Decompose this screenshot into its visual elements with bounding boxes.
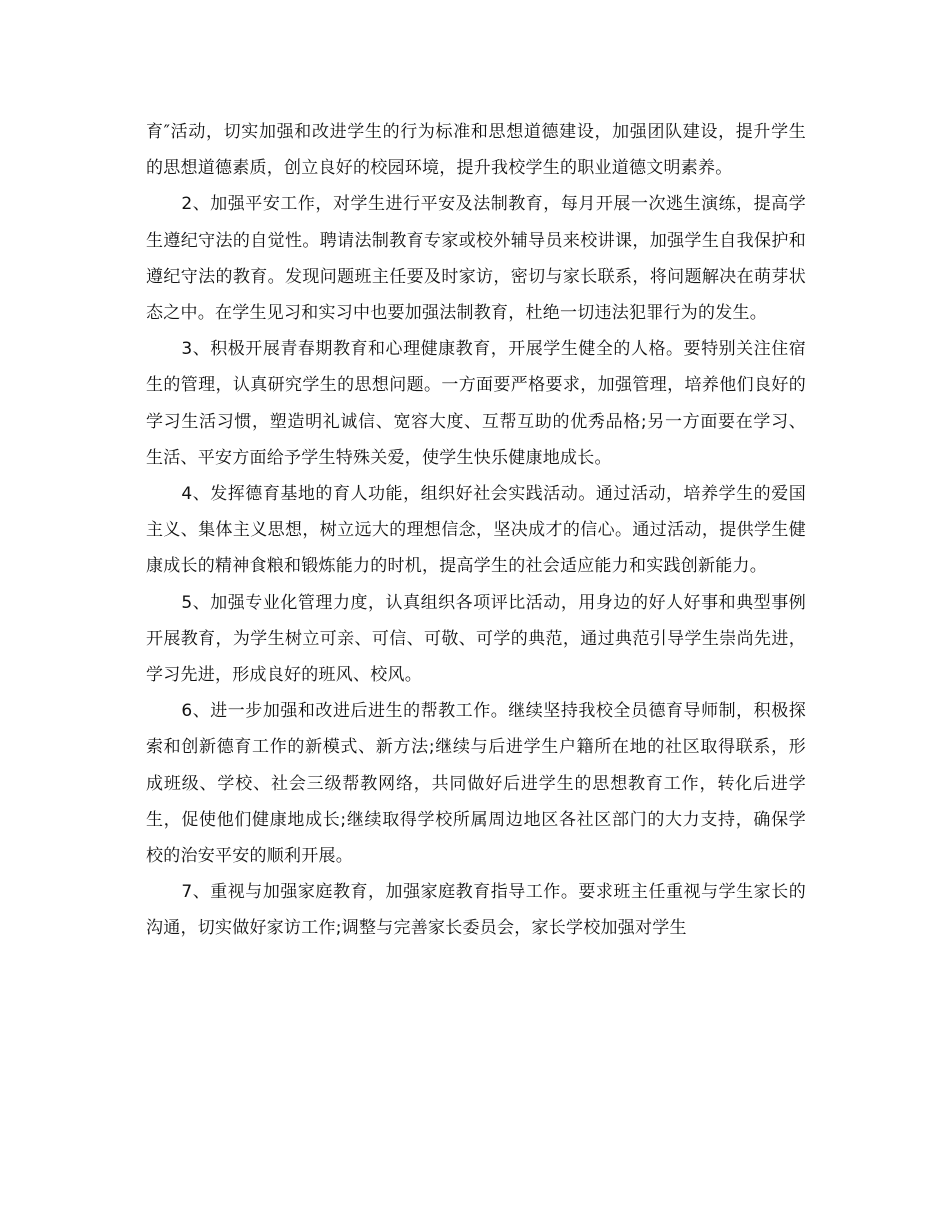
paragraph-5: 5、加强专业化管理力度，认真组织各项评比活动，用身边的好人好事和典型事例开展教育，为学生树立可亲、可信、可敬、可学的典范，通过典范引导学生崇尚先进，学习先进，形成良好的班风、校风。 <box>146 592 806 686</box>
paragraph-3: 3、积极开展青春期教育和心理健康教育，开展学生健全的人格。要特别关注住宿生的管理，认真研究学生的思想问题。一方面要严格要求，加强管理，培养他们良好的学习生活习惯，塑造明礼诚信、宽容大度、互帮互助的优秀品格;另一方面要在学习、生活、平安方面给予学生特殊关爱，使学生快乐健康地成长。 <box>146 339 806 468</box>
paragraph-6: 6、进一步加强和改进后进生的帮教工作。继续坚持我校全员德育导师制，积极探索和创新德育工作的新模式、新方法;继续与后进学生户籍所在地的社区取得联系，形成班级、学校、社会三级帮教网络，共同做好后进学生的思想教育工作，转化后进学生，促使他们健康地成长;继续取得学校所属周边地区各社区部门的大力支持，确保学校的治安平安的顺利开展。 <box>146 701 806 867</box>
paragraph-7: 7、重视与加强家庭教育，加强家庭教育指导工作。要求班主任重视与学生家长的沟通，切实做好家访工作;调整与完善家长委员会，家长学校加强对学生 <box>146 882 806 939</box>
paragraph-1: 育″活动，切实加强和改进学生的行为标准和思想道德建设，加强团队建设，提升学生的思想道德素质，创立良好的校园环境，提升我校学生的职业道德文明素养。 <box>146 122 806 179</box>
paragraph-4: 4、发挥德育基地的育人功能，组织好社会实践活动。通过活动，培养学生的爱国主义、集体主义思想，树立远大的理想信念，坚决成才的信心。通过活动，提供学生健康成长的精神食粮和锻炼能力的时机，提高学生的社会适应能力和实践创新能力。 <box>146 484 806 577</box>
document-page <box>146 114 806 947</box>
paragraph-2: 2、加强平安工作，对学生进行平安及法制教育，每月开展一次逃生演练，提高学生遵纪守法的自觉性。聘请法制教育专家或校外辅导员来校讲课，加强学生自我保护和遵纪守法的教育。发现问题班主任要及时家访，密切与家长联系，将问题解决在萌芽状态之中。在学生见习和实习中也要加强法制教育，杜绝一切违法犯罪行为的发生。 <box>146 194 806 324</box>
